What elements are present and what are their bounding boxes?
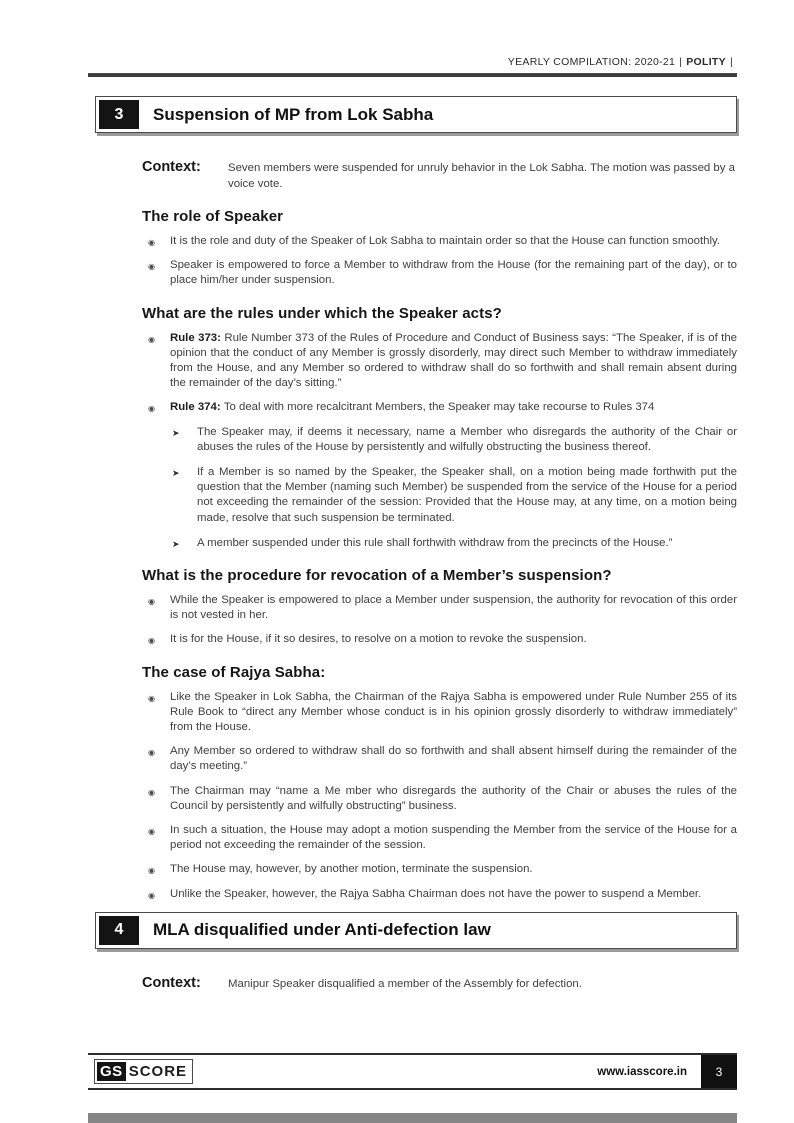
bullet-item	[142, 823, 737, 853]
header-subject: POLITY	[686, 56, 726, 68]
page-number-badge: 3	[701, 1055, 737, 1088]
logo-gs-badge: GS	[97, 1062, 126, 1081]
bullet-item	[142, 258, 737, 288]
bullet-text: In such a situation, the House may adopt a motion suspending the Member from the service of the House for a period not exceeding the remainder of the session.	[170, 824, 737, 852]
bullet-text: The Speaker may, if deems it necessary, name a Member who disregards the authority of the Chair or abuses the rules of the House by persistently and wilfully obstructing the business thereof.	[197, 425, 737, 453]
bullet-text: It is for the House, if it so desires, to resolve on a motion to revoke the suspension.	[170, 633, 587, 646]
round-bullet-icon: ◉	[148, 597, 155, 607]
bullet-text: If a Member is so named by the Speaker, the Speaker shall, on a motion being made forthwith put the question that the Member (naming such Member) be suspended from the service of the House for a period not exceeding the remainder of the session: Provided that the House may, at any time, on a motion being made, resolve that such suspension be terminated.	[197, 466, 737, 524]
bullet-list	[142, 331, 737, 416]
header-trailing-bar: |	[729, 56, 733, 68]
section-title: MLA disqualified under Anti-defection law	[153, 920, 491, 940]
header-separator: |	[679, 56, 683, 68]
bullet-bold-label: Rule 374:	[170, 401, 224, 414]
round-bullet-icon: ◉	[148, 866, 155, 876]
page-edge-bar	[88, 1113, 737, 1123]
page-footer	[88, 1053, 737, 1090]
round-bullet-icon: ◉	[148, 404, 155, 414]
bullet-list	[142, 690, 737, 902]
context-label: Context:	[142, 974, 201, 991]
round-bullet-icon: ◉	[148, 827, 155, 837]
round-bullet-icon: ◉	[148, 787, 155, 797]
section-content	[142, 975, 737, 993]
header-rule-divider	[88, 73, 737, 77]
bullet-item	[142, 744, 737, 774]
round-bullet-icon: ◉	[148, 890, 155, 900]
logo-score-text: SCORE	[128, 1063, 188, 1080]
round-bullet-icon: ◉	[148, 238, 155, 247]
bullet-list	[142, 234, 737, 289]
bullet-text: Rule 374: To deal with more recalcitrant Members, the Speaker may take recourse to Rules 374	[170, 401, 655, 414]
bullet-item	[142, 234, 737, 249]
header-compilation: YEARLY COMPILATION: 2020-21	[507, 56, 676, 68]
bullet-text: While the Speaker is empowered to place a Member under suspension, the authority for revocation of this order is not vested in her.	[170, 594, 737, 622]
arrow-bullet-icon: ➤	[172, 427, 180, 438]
round-bullet-icon: ◉	[148, 636, 155, 646]
subbullet-list	[172, 425, 737, 551]
bullet-item	[142, 784, 737, 814]
bullet-list	[142, 593, 737, 648]
bullet-bold-label: Rule 373:	[170, 331, 225, 344]
subbullet-item	[172, 425, 737, 455]
bullet-text: It is the role and duty of the Speaker of Lok Sabha to maintain order so that the House can function smoothly.	[170, 235, 721, 247]
sub-heading: What is the procedure for revocation of a Member’s suspension?	[142, 567, 612, 585]
section-title: Suspension of MP from Lok Sabha	[153, 104, 434, 124]
bullet-text: Speaker is empowered to force a Member to withdraw from the House (for the remaining part of the day), or to place him/her under suspension.	[170, 259, 737, 287]
subbullet-item	[172, 465, 737, 526]
section-number: 3	[99, 100, 139, 129]
gsscore-logo	[94, 1059, 193, 1084]
bullet-item	[142, 593, 737, 623]
context-label: Context:	[142, 159, 201, 175]
context-text: Seven members were suspended for unruly behavior in the Lok Sabha. The motion was passed by a voice vote.	[228, 162, 735, 190]
arrow-bullet-icon: ➤	[172, 538, 180, 549]
document-content	[95, 96, 737, 1005]
bullet-text: A member suspended under this rule shall forthwith withdraw from the precincts of the House.”	[197, 536, 673, 549]
round-bullet-icon: ◉	[148, 334, 155, 344]
round-bullet-icon: ◉	[148, 748, 155, 758]
section-header	[95, 912, 737, 949]
page-header	[88, 56, 737, 68]
bullet-text: Unlike the Speaker, however, the Rajya Sabha Chairman does not have the power to suspend a Member.	[170, 887, 702, 900]
footer-website-link[interactable]: www.iasscore.in	[597, 1065, 687, 1078]
bullet-text: Like the Speaker in Lok Sabha, the Chairman of the Rajya Sabha is empowered under Rule Number 255 of its Rule Book to “direct any Member whose conduct is in his opinion grossly disorderly to withdraw immediately” from the House.	[170, 690, 737, 734]
bullet-text: The Chairman may “name a Me mber who disregards the authority of the Chair or abuses the rules of the Council by persistently and wilfully obstructing” business.	[170, 784, 737, 812]
round-bullet-icon: ◉	[148, 262, 155, 272]
context-row	[142, 159, 737, 192]
section-content	[142, 159, 737, 902]
bullet-item	[142, 690, 737, 736]
context-text: Manipur Speaker disqualified a member of the Assembly for defection.	[228, 977, 582, 990]
arrow-bullet-icon: ➤	[172, 468, 180, 479]
sub-heading: The case of Rajya Sabha:	[142, 663, 326, 681]
bullet-text: Any Member so ordered to withdraw shall do so forthwith and shall absent himself during the remainder of the day’s meeting.”	[170, 745, 737, 773]
bullet-text: The House may, however, by another motion, terminate the suspension.	[170, 863, 533, 876]
bullet-item	[142, 331, 737, 392]
bullet-item	[142, 632, 737, 647]
bullet-item	[142, 862, 737, 877]
sub-heading: What are the rules under which the Speaker acts?	[142, 304, 502, 322]
section-number: 4	[99, 916, 139, 945]
round-bullet-icon: ◉	[148, 693, 155, 703]
sub-heading: The role of Speaker	[142, 208, 284, 225]
subbullet-item	[172, 536, 737, 551]
section-header	[95, 96, 737, 133]
bullet-text: Rule 373: Rule Number 373 of the Rules of Procedure and Conduct of Business says: “The Speaker, if is of the opinion that the conduct of any Member is grossly disorderly, may direct such Member to withdraw immediately from the House, and any Member so ordered to withdraw shall do so forthwith and shall remain absent during the remainder of the day’s sitting.”	[170, 331, 738, 390]
context-row	[142, 975, 737, 993]
bullet-item	[142, 887, 737, 902]
bullet-item	[142, 400, 737, 415]
